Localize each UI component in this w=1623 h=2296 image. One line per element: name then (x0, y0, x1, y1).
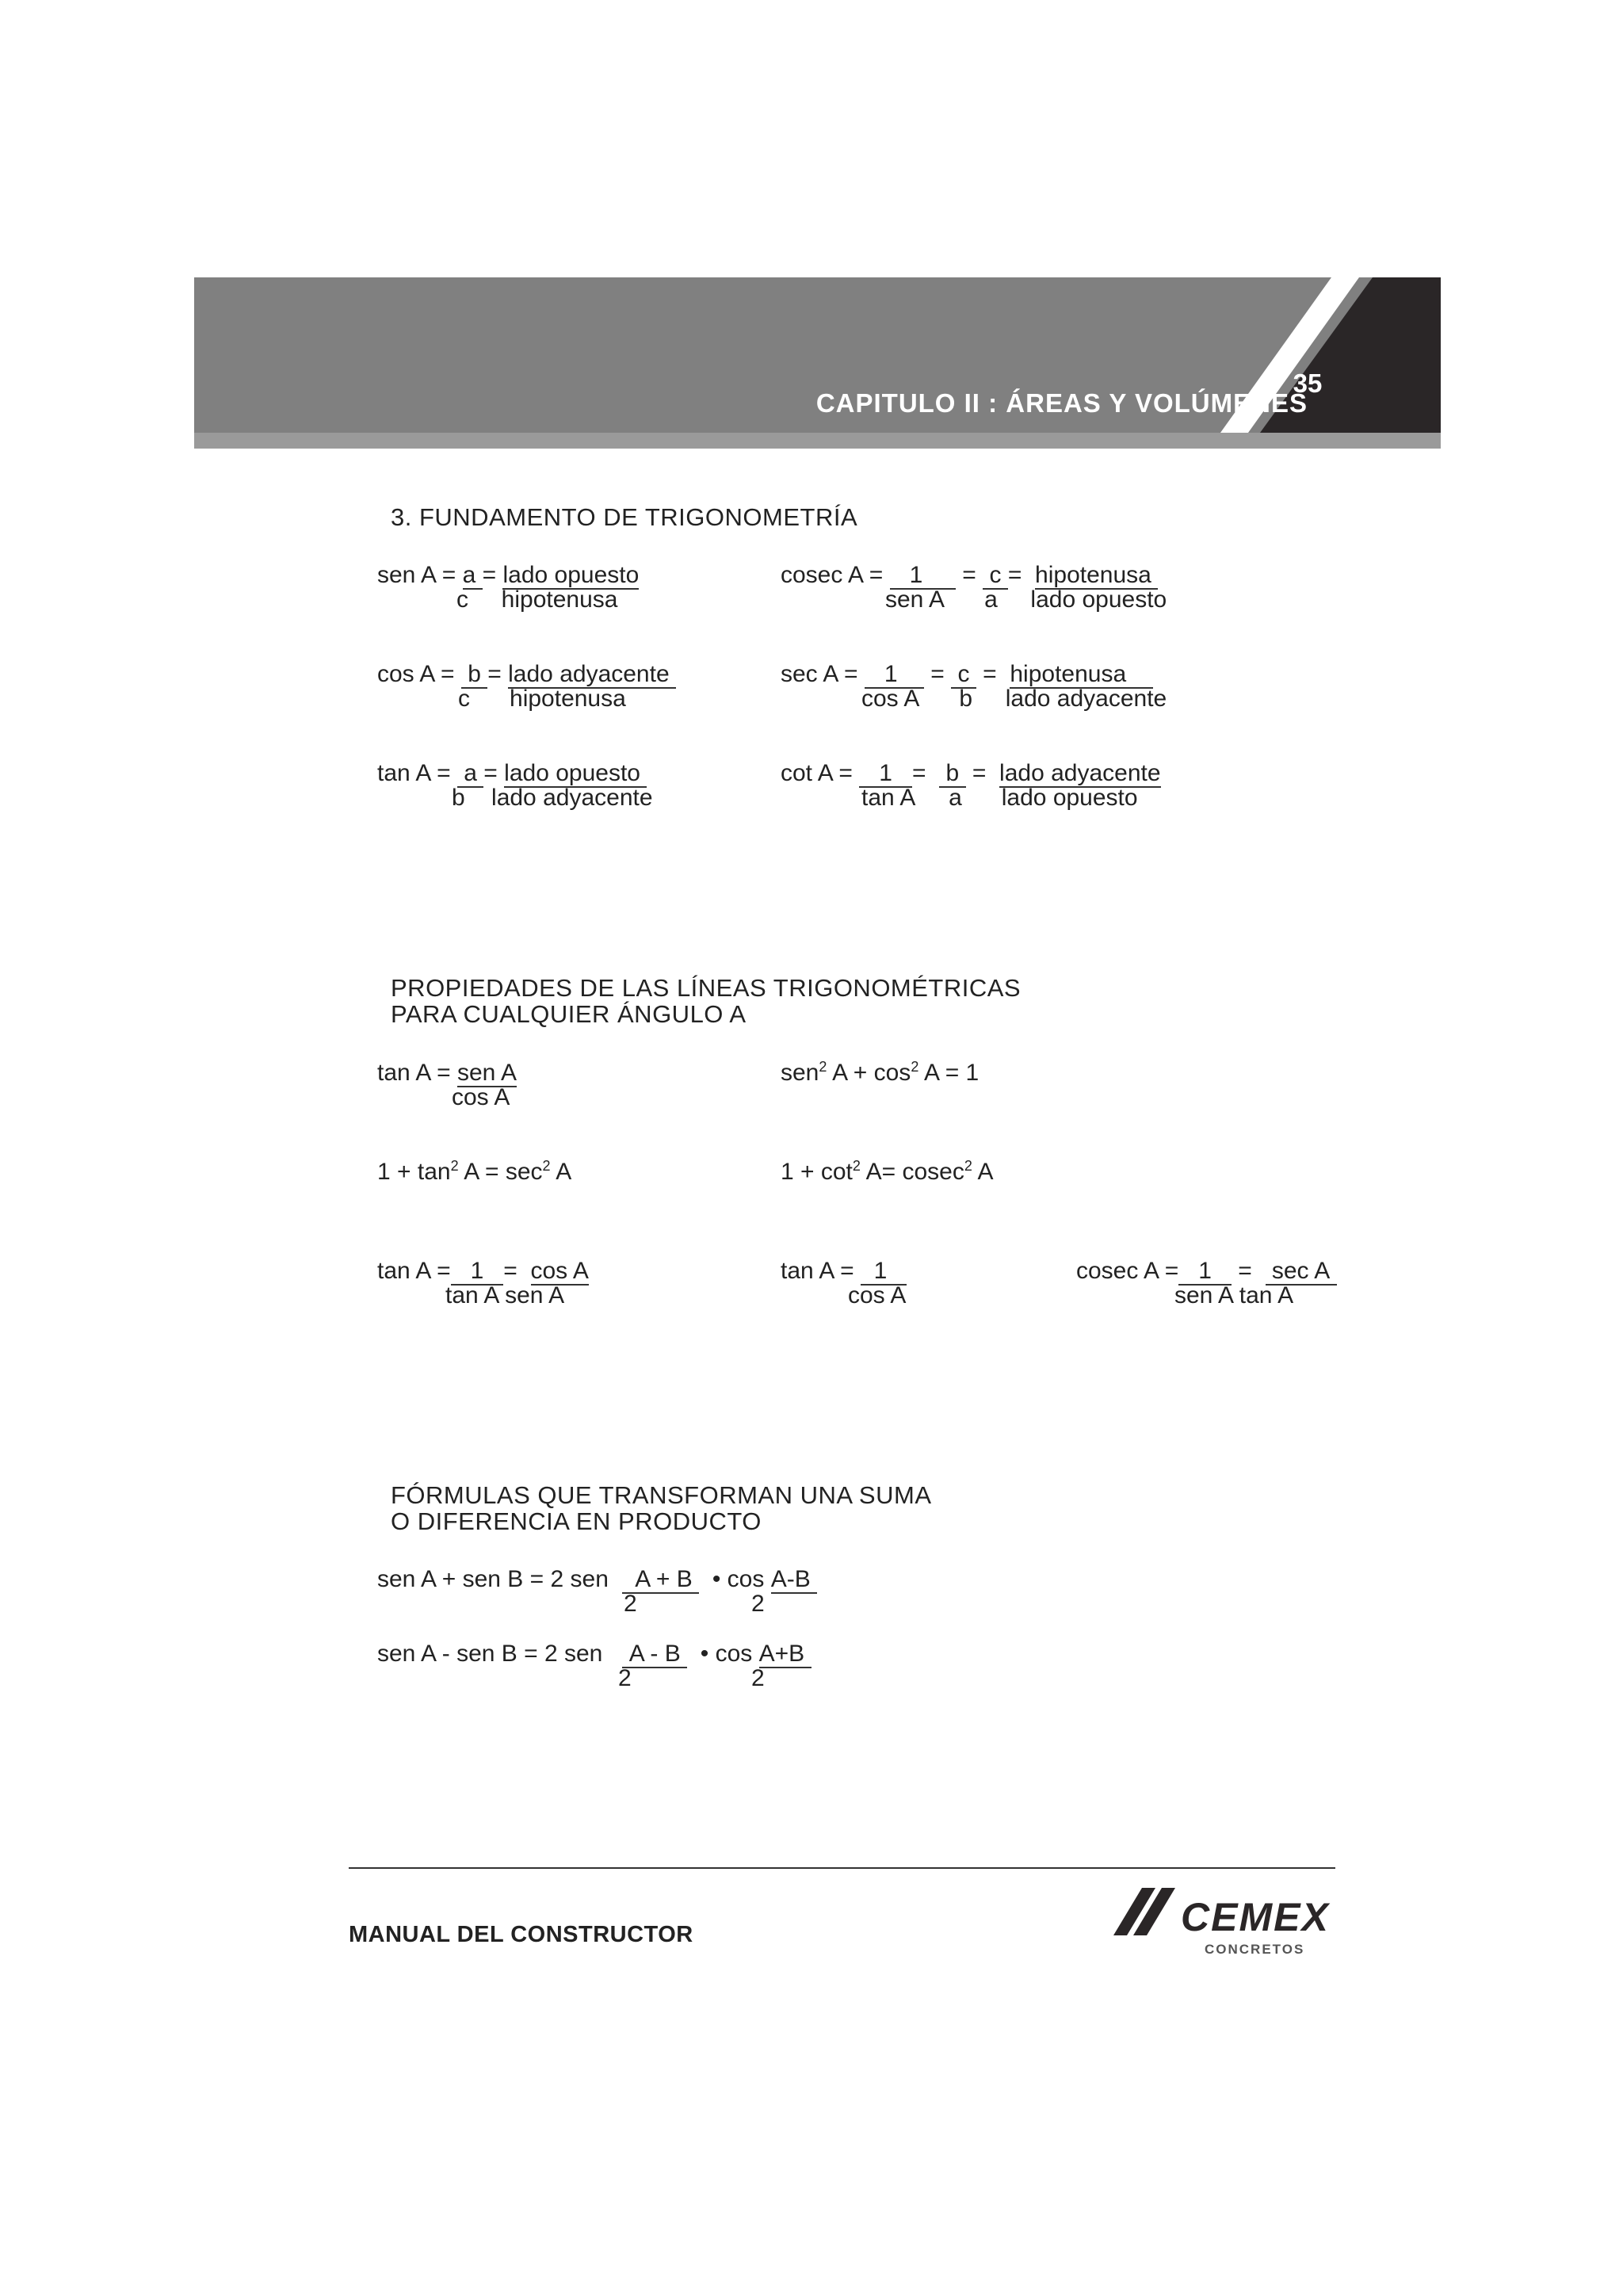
property-tan-reciprocal: tan A = 1 = cos A (377, 1258, 589, 1284)
cemex-logo-sub: CONCRETOS (1205, 1942, 1305, 1957)
section-title-trigonometry: 3. FUNDAMENTO DE TRIGONOMETRÍA (391, 503, 858, 531)
formula-cosec-denominator: sen A a lado opuesto (885, 586, 1167, 613)
property-tan-sec: $1 + \tan^2 A = \sec^2 A$ (377, 1158, 572, 1185)
formula-tan-denominator: b lado adyacente (452, 785, 653, 811)
formula-diff-den2: 2 (751, 1665, 765, 1691)
chapter-title: CAPITULO II : ÁREAS Y VOLÚMENES (815, 388, 1308, 418)
chapter-header (194, 277, 1441, 449)
formula-sen-denominator: c hipotenusa (456, 586, 618, 613)
header-slash-graphic (194, 277, 1441, 449)
section-title-sum-line1: FÓRMULAS QUE TRANSFORMAN UNA SUMA (391, 1481, 932, 1509)
section-title-properties (391, 975, 1021, 1027)
property-tan-reciprocal-denominator: tan A sen A (445, 1282, 565, 1308)
formula-diff-num2: A+B (758, 1641, 805, 1667)
property-cot-cosec: $1 + \cot^2 A= cosec^2$ A (781, 1158, 994, 1185)
formula-sum-mid: • cos (712, 1566, 765, 1592)
footer-title: MANUAL DEL CONSTRUCTOR (349, 1922, 693, 1947)
page-number: 35 (1293, 369, 1323, 398)
property-tan-ratio: tan A = sen A (377, 1060, 517, 1086)
formula-cos: cos A = b = lado adyacente (377, 661, 676, 687)
formula-diff-den1: 2 (618, 1665, 632, 1691)
cemex-logo (1109, 1886, 1331, 1942)
property-tan-cos-denominator: cos A (848, 1282, 907, 1308)
formula-diff-sen (377, 1641, 812, 1666)
formula-sec: sec A = 1 = c = hipotenusa (781, 661, 1153, 687)
formula-sec-denominator: cos A b lado adyacente (861, 686, 1167, 712)
formula-sum-prefix: sen A + sen B = 2 sen (377, 1566, 609, 1592)
formula-sum-sen (377, 1567, 817, 1591)
formula-diff-num1: A - B (628, 1641, 681, 1667)
property-cosec-denominator: sen A tan A (1174, 1282, 1294, 1308)
header-bottom-strip (194, 433, 1441, 449)
section-title-sum-line2: O DIFERENCIA EN PRODUCTO (391, 1507, 762, 1535)
formula-sum-den2: 2 (751, 1591, 765, 1617)
section-title-properties-line1: PROPIEDADES DE LAS LÍNEAS TRIGONOMÉTRICAS (391, 974, 1022, 1002)
formula-diff-prefix: sen A - sen B = 2 sen (377, 1641, 603, 1667)
cemex-logo-text: CEMEX (1181, 1895, 1330, 1939)
property-pythagorean: sen$^2$ $A + \cos^2 A = 1$ (781, 1059, 980, 1086)
formula-cosec: cosec A = 1 = c = hipotenusa (781, 562, 1159, 588)
section-title-properties-line2: PARA CUALQUIER ÁNGULO A (391, 1000, 747, 1028)
formula-sen: sen A = a = lado opuesto (377, 562, 640, 588)
formula-cot: cot A = 1 = b = lado adyacente (781, 760, 1161, 786)
formula-diff-mid: • cos (700, 1641, 753, 1667)
formula-cot-denominator: tan A a lado opuesto (861, 785, 1138, 811)
footer-divider (349, 1867, 1335, 1869)
formula-sum-den1: 2 (624, 1591, 637, 1617)
property-cosec: cosec A = 1 = sec A (1076, 1258, 1337, 1284)
property-tan-cos: tan A = 1 (781, 1258, 907, 1284)
formula-tan: tan A = a = lado opuesto (377, 760, 647, 786)
formula-cos-denominator: c hipotenusa (458, 686, 626, 712)
property-tan-ratio-denominator: cos A (452, 1084, 510, 1110)
formula-sum-num2: A-B (770, 1566, 811, 1592)
section-title-sum-to-product (391, 1482, 932, 1534)
formula-sum-num1: A + B (635, 1566, 693, 1592)
